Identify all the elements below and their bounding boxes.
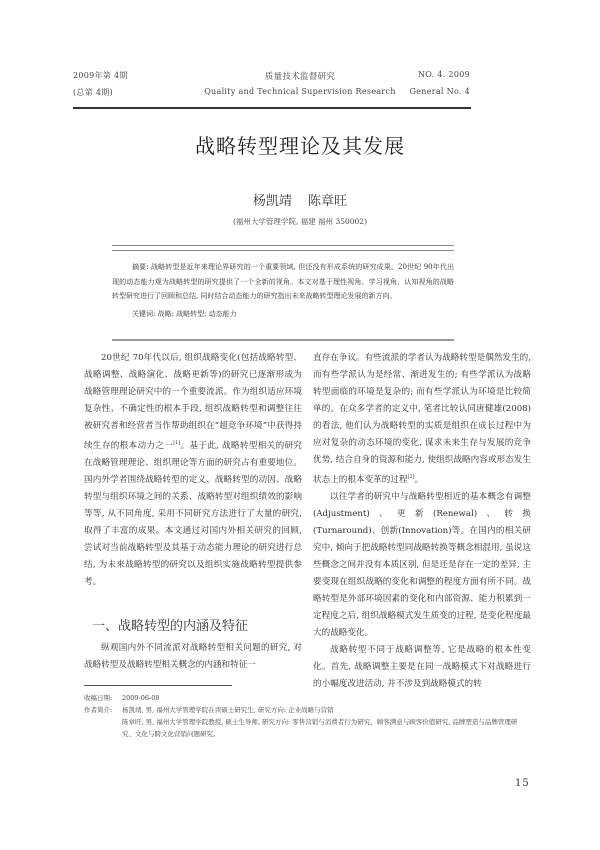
footnote [84, 692, 524, 740]
header-rule [73, 107, 471, 109]
right-paragraph-2: 以往学者的研究中与战略转型相近的基本概念有调整(Adjustment)、更新(Renewal)、转换(Turnaround)、创新(Innovation)等。在国内的相关研究中, 倾向于把战略转型同战略转换等概念相混用, 虽说这些概念之间并没有本质区别, 但是还是存在一定的差异, 主要变现在组织战略的变化和调整的程度方面有所不同。战略转型是外部环境因素的变化和内部资源、能力积累到一定程度之后, 组织战略模式发生质变的过程, 是变化程度最大的战略变化。 [313, 491, 531, 638]
journal-title-en: Quality and Technical Supervision Research [204, 87, 396, 96]
article-authors: 杨凯靖 陈章旺 [252, 194, 348, 209]
general-number: General No. 4 [409, 87, 470, 96]
abstract: 摘要: 战略转型是近年来理论界研究的一个重要领域, 但还没有形成系统的研究成果。20世纪 90年代出现的动态能力观为战略转型的研究提供了一个全新的视角。本文对基于理性视角、学习视角、认知视角的战略转型研究进行了回顾和总结, 同时结合动态能力的研究指出未来战略转型理论发展的新方向。 [112, 263, 454, 300]
citation-ref: [1] [173, 440, 181, 446]
total-issue-number: (总第 4期) [73, 88, 113, 97]
received-date: 2009-06-08 [122, 694, 160, 702]
received-label: 收稿日期: [84, 694, 113, 702]
page-number: 15 [515, 778, 530, 789]
author-affiliation: (福州大学管理学院, 福建 福州 350002) [232, 217, 368, 226]
section-heading: 一、战略转型的内涵及特征 [92, 619, 249, 634]
keywords: 关键词: 战略; 战略转型; 动态能力 [132, 310, 237, 318]
footnote-rule [84, 685, 232, 686]
abstract-top-rule [112, 245, 454, 251]
intro-paragraph: 20世纪 70年代以后, 组织战略变化(包括战略转型、战略调整、战略演化、战略更新等)的研究已逐渐形成为战略管理理论研究中的一个重要流派。作为组织适应环境复杂性、不确定性的根本手段, 组织战略转型和调整往往被研究者和经营者当作帮助组织在“超竞争环境”中获得持续生存的根本动力之一[1]。基于此, 战略转型相关的研究在战略管理理论、组织理论等方面的研究占有重要地位。国内外学者围绕战略转型的定义、战略转型的动因、战略转型与组织环境之间的关系、战略转型对组织绩效的影响等等, 从不同角度, 采用不同研究方法进行了大量的研究, 取得了丰富的成果。本文通过对国内外相关研究的回顾, 尝试对当前战略转型及其基于动态能力理论的研究进行总结, 为未来战略转型的研究以及组织实施战略转型提供参考。 [84, 353, 302, 587]
body-right-column [313, 350, 531, 693]
author-bio-1: 杨凯靖, 男, 福州大学管理学院在读硕士研究生, 研究方向: 企业战略与营销 [122, 706, 334, 714]
article-title: 战略转型理论及其发展 [195, 134, 405, 158]
citation-ref: [2] [407, 474, 415, 480]
body-left-column-cont [84, 640, 302, 674]
abstract-bottom-rule [112, 339, 454, 341]
author-bio-row [84, 704, 524, 716]
received-date-row [84, 692, 524, 704]
right-paragraph-1: 直存在争议。有些流派的学者认为战略转型是偶然发生的, 而有些学派认为是经常、渐进发生的; 有些学派认为战略转型面临的环境是复杂的; 而有些学派认为环境是比较简单的。在众多学者的定义中, 笔者比较认同唐健雄(2008)的看法, 他们认为战略转型的实质是组织在成长过程中为应对复杂的动态环境的变化, 谋求未来生存与发展的竞争优势, 结合自身的资源和能力, 使组织战略内容或形态发生状态上的根本变革的过程[2]。 [313, 353, 531, 485]
journal-title-cn: 质量技术监督研究 [264, 72, 336, 82]
issue-number: 2009年第 4期 [73, 71, 128, 80]
issue-number-en: NO. 4. 2009 [417, 70, 470, 79]
body-left-column [84, 350, 302, 591]
author-bio-2: 陈章旺, 男, 福州大学管理学院教授, 硕士生导师, 研究方向: 零售营销与消费者行为研究、顾客满意与顾客价值研究, 品牌塑造与品牌管理研究、文化与跨文化营销问题研究。 [122, 718, 518, 738]
bio-label: 作者简介: [84, 706, 113, 714]
right-paragraph-3: 战略转型不同于战略调整等, 它是战略的根本性变化。首先, 战略调整主要是在同一战略模式下对战略进行的小幅度改进活动, 并不涉及到战略模式的转 [313, 644, 531, 689]
section-paragraph: 纵观国内外不同流派对战略转型相关问题的研究, 对战略转型及战略转型相关概念的内涵和特征一 [84, 643, 302, 670]
